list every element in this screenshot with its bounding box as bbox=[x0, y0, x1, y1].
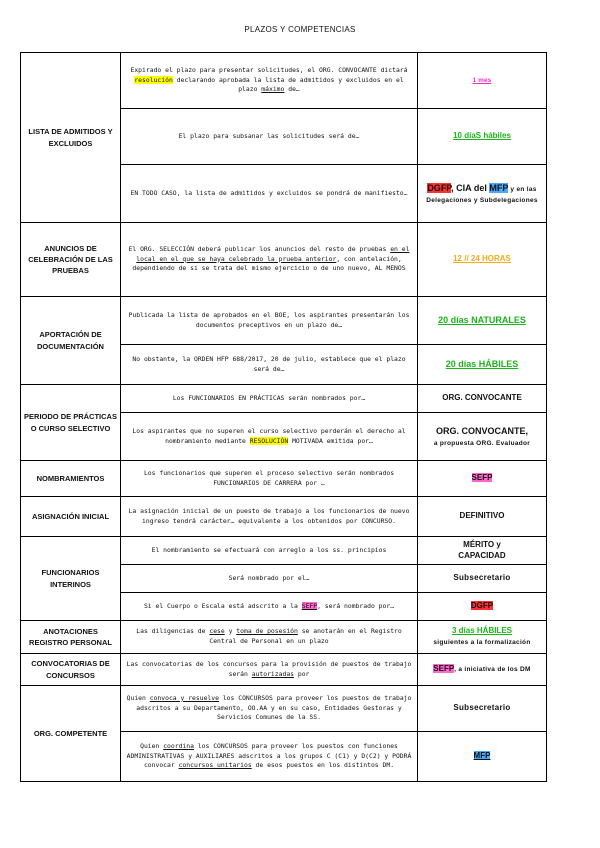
section-title-concursos: CONVOCATORIAS DE CONCURSOS bbox=[21, 654, 121, 686]
row-answer-13: DGFP bbox=[418, 593, 547, 621]
row-text-10: La asignación inicial de un puesto de trabajo a los funcionarios de nuevo ingreso tendrá carácter… equivalente a los obtenidos por CONCURSO. bbox=[121, 497, 418, 537]
row-answer-5: 20 días NATURALES bbox=[418, 297, 547, 345]
row-answer-3: DGFP, CIA del MFP y en las Delegaciones y Subdelegaciones bbox=[418, 165, 547, 223]
row-text-6: No obstante, la ORDEN HFP 688/2017, 20 de julio, establece que el plazo será de… bbox=[121, 345, 418, 385]
row-text-5: Publicada la lista de aprobados en el BOE, los aspirantes presentarán los documentos preceptivos en un plazo de… bbox=[121, 297, 418, 345]
row-text-14: Las diligencias de cese y toma de posesión se anotarán en el Registro Central de Personal en un plazo bbox=[121, 621, 418, 654]
row-text-2: El plazo para subsanar las solicitudes será de… bbox=[121, 109, 418, 165]
row-text-4: El ORG. SELECCIÓN deberá publicar los anuncios del resto de pruebas en el local en el que se haya celebrado la prueba anterior, con antelación, dependiendo de si se trata del mismo ejercicio o de uno nuevo, AL MENOS bbox=[121, 223, 418, 297]
section-title-registro: ANOTACIONES REGISTRO PERSONAL bbox=[21, 621, 121, 654]
page-title: PLAZOS Y COMPETENCIAS bbox=[244, 25, 356, 34]
row-text-13: Si el Cuerpo o Escala está adscrito a la SEFP, será nombrado por… bbox=[121, 593, 418, 621]
row-answer-6: 20 días HÁBILES bbox=[418, 345, 547, 385]
section-title-interinos: FUNCIONARIOS INTERINOS bbox=[21, 537, 121, 621]
section-title-practicas: PERIODO DE PRÁCTICAS O CURSO SELECTIVO bbox=[21, 385, 121, 461]
row-text-16: Quien convoca y resuelve los CONCURSOS para proveer los puestos de trabajo adscritos a su Departamento, OO.AA y en su caso, Entidades Gestoras y Servicios Comunes de la SS. bbox=[121, 686, 418, 732]
row-text-1: Expirado el plazo para presentar solicitudes, el ORG. CONVOCANTE dictará resolución declarando aprobada la lista de admitidos y excluidos en el plazo máximo de… bbox=[121, 53, 418, 109]
row-answer-9: SEFP bbox=[418, 461, 547, 497]
row-text-3: EN TODO CASO, la lista de admitidos y excluidos se pondrá de manifiesto… bbox=[121, 165, 418, 223]
section-title-organo: ORG. COMPETENTE bbox=[21, 686, 121, 782]
row-text-17: Quien coordina los CONCURSOS para proveer los puestos con funciones ADMINISTRATIVAS y AUXILIARES adscritos a los grupos C (C1) y D(C2) y PODRÁ convocar concursos unitarios de esos puestos en los distintos DM. bbox=[121, 732, 418, 782]
row-answer-4: 12 // 24 HORAS bbox=[418, 223, 547, 297]
row-answer-15: SEFP, a iniciativa de los DM bbox=[418, 654, 547, 686]
section-title-anuncios: ANUNCIOS DE CELEBRACIÓN DE LAS PRUEBAS bbox=[21, 223, 121, 297]
section-title-nombramientos: NOMBRAMIENTOS bbox=[21, 461, 121, 497]
row-text-9: Los funcionarios que superen el proceso selectivo serán nombrados FUNCIONARIOS DE CARRERA por … bbox=[121, 461, 418, 497]
row-answer-1: 1 mes bbox=[418, 53, 547, 109]
section-title-documentacion: APORTACIÓN DE DOCUMENTACIÓN bbox=[21, 297, 121, 385]
row-answer-7: ORG. CONVOCANTE bbox=[418, 385, 547, 413]
row-answer-17: MFP bbox=[418, 732, 547, 782]
row-answer-12: Subsecretario bbox=[418, 565, 547, 593]
row-answer-2: 10 díaS hábiles bbox=[418, 109, 547, 165]
row-answer-16: Subsecretario bbox=[418, 686, 547, 732]
row-text-8: Los aspirantes que no superen el curso selectivo perderán el derecho al nombramiento mediante RESOLUCIÓN MOTIVADA emitida por… bbox=[121, 413, 418, 461]
section-title-admitidos: LISTA DE ADMITIDOS Y EXCLUIDOS bbox=[21, 53, 121, 223]
row-answer-14: 3 días HÁBILES siguientes a la formalización bbox=[418, 621, 547, 654]
row-answer-8: ORG. CONVOCANTE, a propuesta ORG. Evaluador bbox=[418, 413, 547, 461]
section-title-asignacion: ASIGNACIÓN INICIAL bbox=[21, 497, 121, 537]
row-text-7: Los FUNCIONARIOS EN PRÁCTICAS serán nombrados por… bbox=[121, 385, 418, 413]
row-answer-10: DEFINITIVO bbox=[418, 497, 547, 537]
deadlines-table bbox=[20, 52, 547, 782]
row-text-15: Las convocatorias de los concursos para la provisión de puestos de trabajo serán autorizadas por bbox=[121, 654, 418, 686]
row-text-12: Será nombrado por el… bbox=[121, 565, 418, 593]
row-text-11: El nombramiento se efectuará con arreglo a los ss. principios bbox=[121, 537, 418, 565]
row-answer-11: MÉRITO y CAPACIDAD bbox=[418, 537, 547, 565]
